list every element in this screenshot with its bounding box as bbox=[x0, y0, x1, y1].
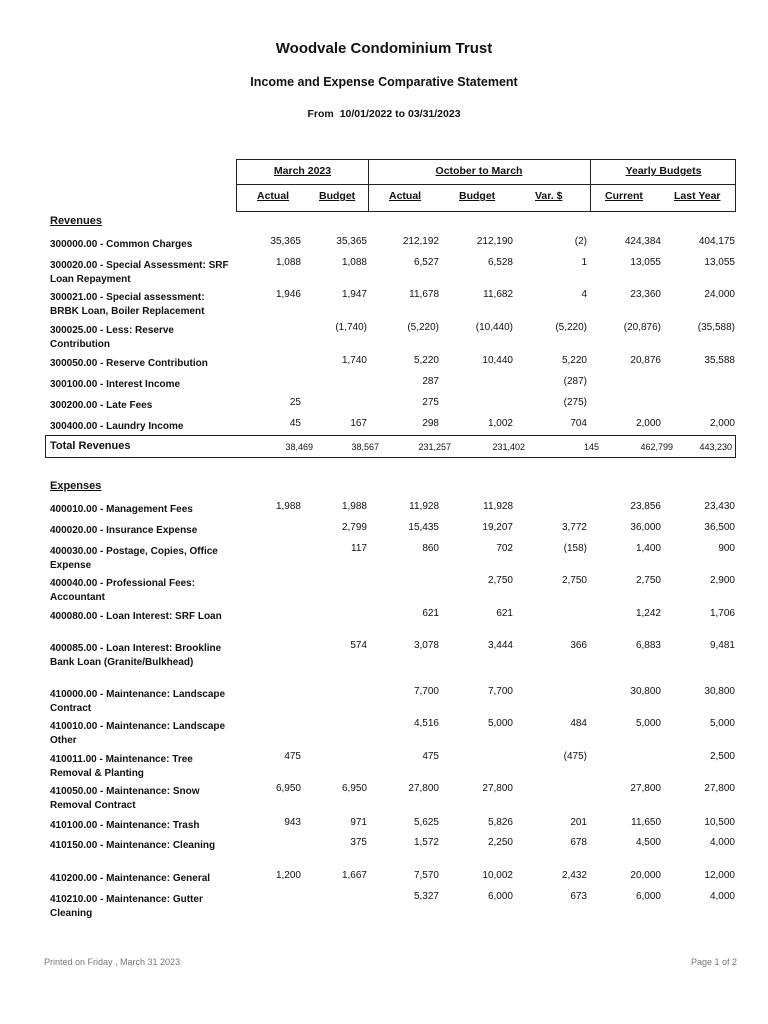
section-heading-expenses: Expenses bbox=[50, 480, 102, 492]
cell-last-year-budget: 23,430 bbox=[704, 501, 735, 512]
cell-ytd-actual: 27,800 bbox=[408, 783, 439, 794]
cell-ytd-budget: (10,440) bbox=[475, 322, 513, 333]
cell-variance: (287) bbox=[563, 376, 587, 387]
cell-last-year-budget: 2,000 bbox=[709, 418, 735, 429]
cell-current-budget: 13,055 bbox=[630, 257, 661, 268]
cell-last-year-budget: 24,000 bbox=[704, 289, 735, 300]
row-label: 300400.00 - Laundry Income bbox=[50, 421, 184, 432]
row-label: 400085.00 - Loan Interest: Brookline Bank Loan (Granite/Bulkhead) bbox=[50, 643, 222, 668]
cell-ytd-budget: 7,700 bbox=[487, 686, 513, 697]
cell-march-actual: 1,988 bbox=[275, 501, 301, 512]
cell-march-budget: 574 bbox=[350, 640, 367, 651]
cell-ytd-actual: 5,220 bbox=[413, 355, 439, 366]
column-header-box bbox=[236, 159, 736, 212]
cell-march-actual: 45 bbox=[289, 418, 301, 429]
cell-variance: (2) bbox=[574, 236, 587, 247]
cell-last-year-budget: 13,055 bbox=[704, 257, 735, 268]
cell-last-year-budget: 4,000 bbox=[709, 891, 735, 902]
cell-march-budget: 1,667 bbox=[341, 870, 367, 881]
cell-current-budget: 6,000 bbox=[635, 891, 661, 902]
cell-current-budget: 30,800 bbox=[630, 686, 661, 697]
cell-ytd-budget: 3,444 bbox=[487, 640, 513, 651]
printed-date: Printed on Friday , March 31 2023 bbox=[44, 957, 181, 967]
cell-last-year-budget: 9,481 bbox=[709, 640, 735, 651]
cell-ytd-budget: 11,682 bbox=[483, 289, 513, 300]
cell-current-budget: 36,000 bbox=[630, 522, 661, 533]
cell-ytd-actual: 287 bbox=[422, 376, 439, 387]
cell-current-budget: (20,876) bbox=[623, 322, 661, 333]
cell-variance: (5,220) bbox=[555, 322, 587, 333]
total-variance: 145 bbox=[583, 442, 599, 452]
report-title: Woodvale Condominium Trust bbox=[275, 40, 493, 57]
col-header-current: Current bbox=[605, 190, 643, 202]
cell-current-budget: 20,876 bbox=[630, 355, 661, 366]
row-label: 410100.00 - Maintenance: Trash bbox=[50, 820, 200, 831]
cell-ytd-budget: 6,000 bbox=[487, 891, 513, 902]
row-label: 410011.00 - Maintenance: Tree Removal & Planting bbox=[50, 754, 193, 779]
cell-variance: 2,750 bbox=[561, 575, 587, 586]
cell-variance: (158) bbox=[563, 543, 587, 554]
cell-ytd-actual: 11,678 bbox=[409, 289, 439, 300]
total-ytd-actual: 231,257 bbox=[418, 442, 451, 452]
cell-march-budget: 167 bbox=[350, 418, 367, 429]
cell-current-budget: 1,400 bbox=[635, 543, 661, 554]
cell-last-year-budget: 35,588 bbox=[704, 355, 735, 366]
row-label: 400080.00 - Loan Interest: SRF Loan bbox=[50, 611, 222, 622]
row-label: 400020.00 - Insurance Expense bbox=[50, 525, 198, 536]
cell-ytd-budget: 5,826 bbox=[487, 817, 513, 828]
col-header-actual: Actual bbox=[257, 190, 290, 202]
col-header-last-year: Last Year bbox=[674, 190, 721, 202]
cell-ytd-budget: 2,250 bbox=[487, 837, 513, 848]
cell-ytd-budget: 10,440 bbox=[482, 355, 513, 366]
cell-march-actual: 35,365 bbox=[270, 236, 301, 247]
cell-current-budget: 4,500 bbox=[635, 837, 661, 848]
cell-current-budget: 6,883 bbox=[635, 640, 661, 651]
cell-ytd-actual: 5,625 bbox=[413, 817, 439, 828]
cell-current-budget: 23,856 bbox=[630, 501, 661, 512]
row-label: 400040.00 - Professional Fees: Accountant bbox=[50, 578, 196, 603]
group-header-yearly-budgets: Yearly Budgets bbox=[625, 165, 702, 177]
cell-march-budget: 2,799 bbox=[341, 522, 367, 533]
report-period bbox=[0, 108, 768, 120]
cell-march-budget: 1,088 bbox=[341, 257, 367, 268]
group-header-march: March 2023 bbox=[273, 165, 332, 177]
cell-last-year-budget: (35,588) bbox=[697, 322, 735, 333]
cell-last-year-budget: 36,500 bbox=[704, 522, 735, 533]
cell-march-actual: 1,088 bbox=[275, 257, 301, 268]
row-label: 300100.00 - Interest Income bbox=[50, 379, 181, 390]
cell-variance: 3,772 bbox=[561, 522, 587, 533]
cell-march-actual: 25 bbox=[289, 397, 301, 408]
cell-march-budget: 117 bbox=[351, 543, 367, 554]
cell-last-year-budget: 2,900 bbox=[709, 575, 735, 586]
cell-march-actual: 475 bbox=[284, 751, 301, 762]
cell-variance: 673 bbox=[570, 891, 587, 902]
row-label: 400010.00 - Management Fees bbox=[50, 504, 193, 515]
cell-ytd-budget: 621 bbox=[496, 608, 513, 619]
row-label: 410210.00 - Maintenance: Gutter Cleaning bbox=[50, 894, 203, 919]
cell-march-actual: 1,946 bbox=[275, 289, 301, 300]
cell-ytd-actual: 4,516 bbox=[413, 718, 439, 729]
row-label: 410000.00 - Maintenance: Landscape Contract bbox=[50, 689, 226, 714]
row-label: 300025.00 - Less: Reserve Contribution bbox=[50, 325, 174, 350]
cell-ytd-actual: 475 bbox=[422, 751, 439, 762]
period-range: 10/01/2022 to 03/31/2023 bbox=[339, 108, 461, 120]
total-march-actual: 38,469 bbox=[285, 442, 313, 452]
cell-current-budget: 2,750 bbox=[635, 575, 661, 586]
col-header-actual: Actual bbox=[389, 190, 422, 202]
cell-ytd-budget: 11,928 bbox=[483, 501, 513, 512]
cell-last-year-budget: 27,800 bbox=[704, 783, 735, 794]
cell-variance: 2,432 bbox=[561, 870, 587, 881]
cell-ytd-actual: 6,527 bbox=[413, 257, 439, 268]
cell-variance: 4 bbox=[581, 289, 587, 300]
cell-ytd-actual: 1,572 bbox=[413, 837, 439, 848]
section-heading-revenues: Revenues bbox=[50, 215, 102, 227]
cell-ytd-actual: 7,700 bbox=[413, 686, 439, 697]
cell-last-year-budget: 404,175 bbox=[698, 236, 735, 247]
cell-ytd-actual: 860 bbox=[422, 543, 439, 554]
cell-ytd-actual: (5,220) bbox=[407, 322, 439, 333]
row-label: 300021.00 - Special assessment: BRBK Loan, Boiler Replacement bbox=[50, 292, 205, 317]
cell-last-year-budget: 10,500 bbox=[704, 817, 735, 828]
cell-ytd-actual: 3,078 bbox=[413, 640, 439, 651]
group-header-october-to-march: October to March bbox=[435, 165, 523, 177]
row-label: 410050.00 - Maintenance: Snow Removal Contract bbox=[50, 786, 200, 811]
period-from-label: From bbox=[307, 108, 334, 120]
cell-last-year-budget: 1,706 bbox=[709, 608, 735, 619]
cell-ytd-actual: 621 bbox=[422, 608, 439, 619]
cell-variance: 5,220 bbox=[561, 355, 587, 366]
cell-ytd-budget: 19,207 bbox=[482, 522, 513, 533]
cell-last-year-budget: 2,500 bbox=[709, 751, 735, 762]
cell-march-budget: 35,365 bbox=[336, 236, 367, 247]
cell-march-budget: 6,950 bbox=[341, 783, 367, 794]
cell-current-budget: 23,360 bbox=[630, 289, 661, 300]
cell-march-budget: 1,740 bbox=[341, 355, 367, 366]
total-current-budget: 462,799 bbox=[640, 442, 673, 452]
cell-ytd-budget: 10,002 bbox=[482, 870, 513, 881]
cell-current-budget: 11,650 bbox=[631, 817, 661, 828]
cell-ytd-budget: 6,528 bbox=[487, 257, 513, 268]
cell-variance: 678 bbox=[570, 837, 587, 848]
cell-variance: (275) bbox=[563, 397, 587, 408]
row-label: 410200.00 - Maintenance: General bbox=[50, 873, 211, 884]
cell-last-year-budget: 12,000 bbox=[704, 870, 735, 881]
row-label: 300200.00 - Late Fees bbox=[50, 400, 153, 411]
cell-ytd-actual: 275 bbox=[422, 397, 439, 408]
cell-march-budget: 375 bbox=[350, 837, 367, 848]
cell-last-year-budget: 5,000 bbox=[709, 718, 735, 729]
cell-march-budget: 1,947 bbox=[341, 289, 367, 300]
cell-current-budget: 5,000 bbox=[635, 718, 661, 729]
cell-march-actual: 6,950 bbox=[275, 783, 301, 794]
cell-ytd-budget: 1,002 bbox=[487, 418, 513, 429]
cell-variance: 366 bbox=[570, 640, 587, 651]
cell-ytd-actual: 15,435 bbox=[408, 522, 439, 533]
cell-current-budget: 1,242 bbox=[635, 608, 661, 619]
cell-ytd-actual: 212,192 bbox=[402, 236, 439, 247]
row-label: 300050.00 - Reserve Contribution bbox=[50, 358, 208, 369]
row-label: 410150.00 - Maintenance: Cleaning bbox=[50, 840, 216, 851]
cell-ytd-budget: 27,800 bbox=[482, 783, 513, 794]
cell-variance: 1 bbox=[581, 257, 587, 268]
cell-march-actual: 943 bbox=[284, 817, 301, 828]
page-number: Page 1 of 2 bbox=[690, 957, 737, 967]
row-label: 300020.00 - Special Assessment: SRF Loan Repayment bbox=[50, 260, 229, 285]
cell-current-budget: 27,800 bbox=[630, 783, 661, 794]
row-label: 410010.00 - Maintenance: Landscape Other bbox=[50, 721, 226, 746]
cell-march-budget: (1,740) bbox=[335, 322, 367, 333]
total-march-budget: 38,567 bbox=[351, 442, 379, 452]
cell-last-year-budget: 30,800 bbox=[704, 686, 735, 697]
cell-ytd-actual: 11,928 bbox=[409, 501, 439, 512]
cell-ytd-budget: 5,000 bbox=[487, 718, 513, 729]
cell-current-budget: 2,000 bbox=[635, 418, 661, 429]
total-revenues-label: Total Revenues bbox=[50, 440, 131, 452]
cell-ytd-actual: 5,327 bbox=[413, 891, 439, 902]
cell-ytd-actual: 7,570 bbox=[413, 870, 439, 881]
cell-march-budget: 971 bbox=[350, 817, 367, 828]
cell-variance: 484 bbox=[570, 718, 587, 729]
total-last-year-budget: 443,230 bbox=[699, 442, 732, 452]
cell-last-year-budget: 900 bbox=[718, 543, 735, 554]
cell-variance: 201 bbox=[570, 817, 587, 828]
col-header-budget: Budget bbox=[319, 190, 356, 202]
cell-ytd-budget: 212,190 bbox=[476, 236, 513, 247]
cell-current-budget: 20,000 bbox=[630, 870, 661, 881]
cell-ytd-budget: 702 bbox=[496, 543, 513, 554]
cell-last-year-budget: 4,000 bbox=[709, 837, 735, 848]
cell-variance: 704 bbox=[570, 418, 587, 429]
col-header-variance: Var. $ bbox=[535, 190, 563, 202]
col-header-budget: Budget bbox=[459, 190, 496, 202]
cell-variance: (475) bbox=[563, 751, 587, 762]
cell-current-budget: 424,384 bbox=[624, 236, 661, 247]
cell-march-budget: 1,988 bbox=[341, 501, 367, 512]
cell-ytd-budget: 2,750 bbox=[487, 575, 513, 586]
report-subtitle: Income and Expense Comparative Statement bbox=[250, 75, 518, 89]
total-revenues-row bbox=[45, 435, 736, 458]
cell-march-actual: 1,200 bbox=[275, 870, 301, 881]
cell-ytd-actual: 298 bbox=[422, 418, 439, 429]
row-label: 300000.00 - Common Charges bbox=[50, 239, 193, 250]
row-label: 400030.00 - Postage, Copies, Office Expense bbox=[50, 546, 218, 571]
total-ytd-budget: 231,402 bbox=[492, 442, 525, 452]
